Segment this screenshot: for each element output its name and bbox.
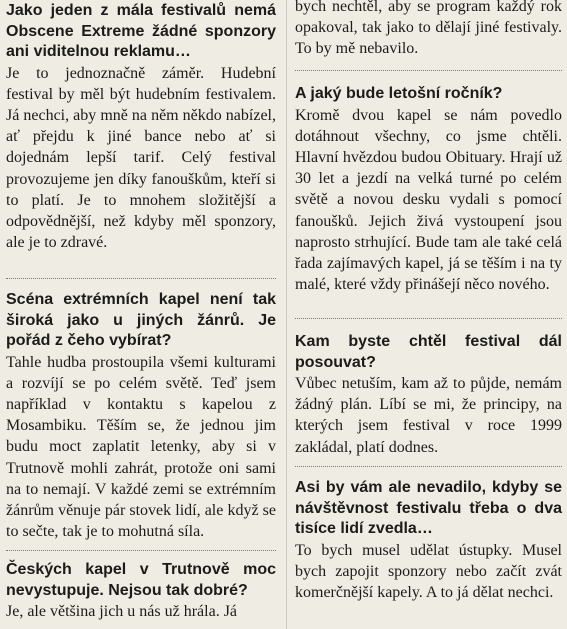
section-divider bbox=[6, 550, 276, 551]
answer-sponsors: Je to jednoznačně záměr. Hudební festival by měl být hudebním festivalem. Já nechci, aby mně na něm někdo nabízel, ať přejdu k jiné bance nebo ať si dojednám lepší tarif. Celý festival provozujeme jen díky fanouškům, kteří si to platí. Je to mnohem složitější a odpovědnější, než kdyby měl sponzory, ale je to zdravé. bbox=[6, 64, 276, 252]
qa-block-czech-bands bbox=[6, 560, 276, 622]
question-scene: Scéna extrémních kapel není tak široká jako u jiných žánrů. Je pořád z čeho vybírat? bbox=[6, 291, 276, 349]
answer-scene: Tahle hudba prostoupila všemi kulturami a rozvíjí se po celém světě. Teď jsem například v kontaktu s kapelou z Mosambiku. Těším se, že jednou jim budu moct zaplatit letenky, aby si v Trutnově mohli zahrát, protože oni sami na to nemají. V každé zemi se extrémním žánrům věnuje pár stovek lidí, ale když se to sečte, tak je to mohutná síla. bbox=[6, 353, 276, 541]
qa-block-attendance bbox=[295, 478, 562, 603]
section-divider bbox=[295, 70, 562, 71]
qa-block-scene bbox=[6, 290, 276, 542]
answer-this-year: Kromě dvou kapel se nám povedlo dotáhnout všechny, co jsme chtěli. Hlavní hvězdou budou Obituary. Hrají už 30 let a jezdí na velká turné po celém světě a novou desku vydali s pomocí fanoušků. Jejich živá vystoupení jsou naprosto strhující. Bude tam ale také celá řada zajímavých kapel, já se těším i na ty malé, které vždy přinášejí něco nového. bbox=[295, 106, 562, 294]
section-divider bbox=[295, 466, 562, 467]
answer-czech-bands: Je, ale většina jich u nás už hrála. Já bbox=[6, 603, 238, 620]
question-sponsors: Jako jeden z mála festivalů nemá Obscene Extreme žádné sponzory ani viditelnou reklamu… bbox=[6, 2, 276, 60]
qa-block-sponsors bbox=[6, 1, 276, 253]
answer-future: Vůbec netuším, kam až to půjde, nemám žádný plán. Líbí se mi, že principy, na kterých jsem festival v roce 1999 zakládal, platí dodnes. bbox=[295, 375, 562, 456]
question-attendance: Asi by vám ale nevadilo, kdyby se návštěvnost festivalu třeba o dva tisíce lidí zvedla… bbox=[295, 479, 562, 537]
section-divider bbox=[295, 318, 562, 319]
continued-answer bbox=[295, 0, 562, 60]
qa-block-this-year bbox=[295, 84, 562, 295]
question-future: Kam byste chtěl festival dál posouvat? bbox=[295, 333, 562, 371]
answer-attendance: To bych musel udělat ústupky. Musel bych zapojit sponzory nebo začít zvát komerčnější kapely. A to já dělat nechci. bbox=[295, 541, 562, 601]
question-this-year: A jaký bude letošní ročník? bbox=[295, 85, 503, 102]
section-divider bbox=[6, 278, 276, 279]
column-divider bbox=[286, 0, 287, 629]
question-czech-bands: Českých kapel v Trutnově moc nevystupuje. Nejsou tak dobré? bbox=[6, 561, 276, 599]
answer-continued: bych nechtěl, aby se program každý rok opakoval, tak jako to dělají jiné festivaly. To by mě nebavilo. bbox=[295, 0, 562, 58]
qa-block-future bbox=[295, 332, 562, 458]
